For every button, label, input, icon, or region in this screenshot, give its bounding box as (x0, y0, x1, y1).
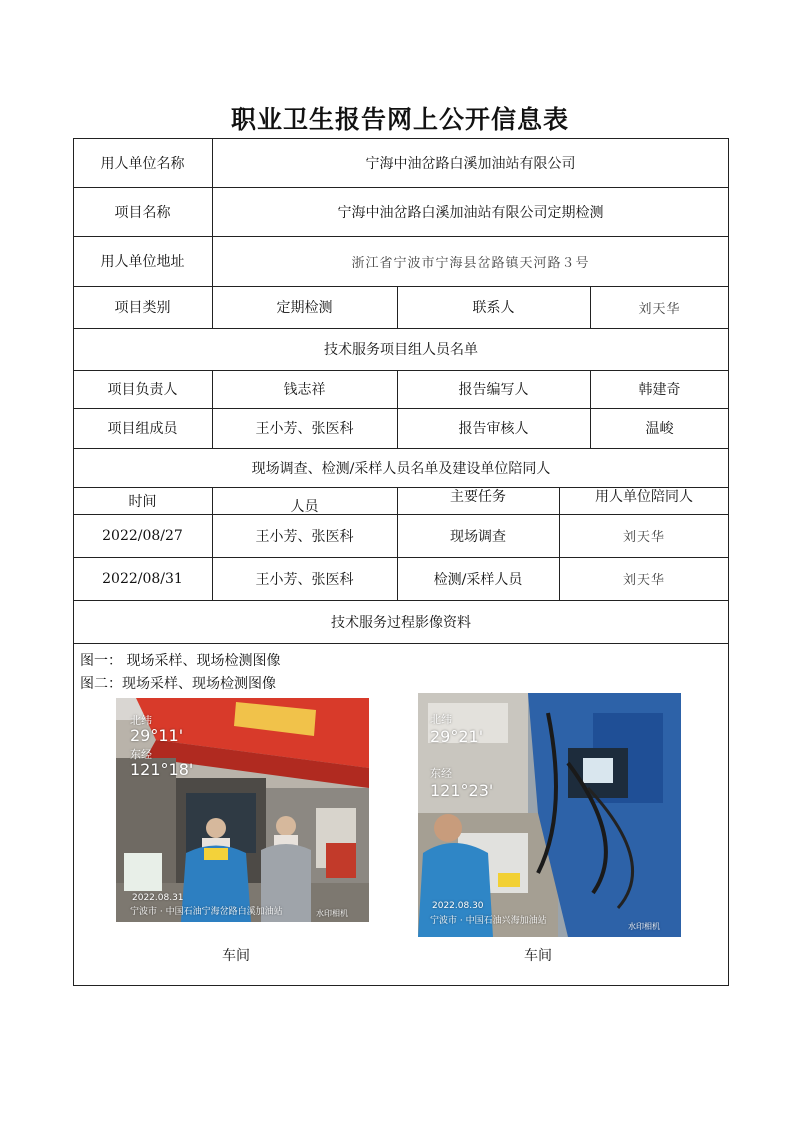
row-divider (73, 643, 729, 644)
members-label: 项目组成员 (107, 421, 178, 437)
category-label: 项目类别 (114, 300, 171, 316)
photo2-lat: 29°21' (430, 727, 484, 746)
photo1-date: 2022.08.31 (132, 893, 184, 903)
reviewer-value: 温峻 (645, 421, 674, 437)
col-task-header: 主要任务 (450, 488, 506, 505)
category-value: 定期检测 (276, 300, 333, 316)
survey-task: 检测/采样人员 (433, 571, 523, 588)
writer-label: 报告编写人 (458, 382, 529, 398)
photo2-lon: 121°23' (430, 781, 494, 800)
photo1-caption: 车间 (222, 948, 250, 964)
survey-people: 王小芳、张医科 (255, 528, 354, 545)
photo2-date: 2022.08.30 (432, 901, 484, 911)
project-name-label: 项目名称 (114, 204, 171, 221)
reviewer-label: 报告审核人 (458, 421, 529, 437)
photo2-caption: 车间 (524, 948, 552, 964)
photo1-watermark: 水印相机 (316, 909, 348, 918)
survey-task: 现场调查 (450, 528, 506, 545)
photo2-place: 宁波市 · 中国石油兴海加油站 (430, 916, 547, 926)
photo2-watermark: 水印相机 (628, 922, 660, 931)
writer-value: 韩建奇 (638, 382, 681, 398)
project-name-value: 宁海中油岔路白溪加油站有限公司定期检测 (337, 204, 604, 221)
survey-escort: 刘天华 (622, 530, 665, 545)
address-value: 浙江省宁波市宁海县岔路镇天河路３号 (351, 255, 590, 271)
site-photo-2 (418, 693, 681, 937)
page-title: 职业卫生报告网上公开信息表 (230, 105, 569, 134)
photo2-lat-label: 北纬 (430, 713, 452, 726)
photo1-lat-label: 北纬 (130, 714, 152, 727)
col-people-header: 人员 (290, 498, 319, 515)
leader-label: 项目负责人 (107, 382, 178, 398)
employer-name-value: 宁海中油岔路白溪加油站有限公司 (365, 155, 576, 172)
col-escort-header: 用人单位陪同人 (595, 488, 693, 505)
employer-name-label: 用人单位名称 (100, 155, 185, 172)
survey-escort: 刘天华 (622, 573, 665, 588)
photo1-lat: 29°11' (130, 726, 184, 745)
photo2-lon-label: 东经 (430, 767, 452, 780)
photo1-lon-label: 东经 (130, 748, 152, 761)
survey-date: 2022/08/27 (102, 527, 183, 544)
contact-label: 联系人 (472, 300, 515, 316)
media-header: 技术服务过程影像资料 (331, 614, 471, 631)
figure1-caption: 图一： 现场采样、现场检测图像 (80, 653, 281, 669)
col-time-header: 时间 (128, 493, 157, 510)
team-header: 技术服务项目组人员名单 (324, 342, 478, 358)
address-label: 用人单位地址 (100, 254, 185, 270)
photo1-lon: 121°18' (130, 760, 194, 779)
site-photo-1 (116, 698, 369, 922)
leader-value: 钱志祥 (283, 382, 326, 398)
figure2-caption: 图二：现场采样、现场检测图像 (80, 676, 276, 692)
contact-value: 刘天华 (638, 301, 681, 317)
survey-people: 王小芳、张医科 (255, 571, 354, 588)
members-value: 王小芳、张医科 (255, 421, 354, 437)
survey-date: 2022/08/31 (102, 570, 183, 587)
photo1-place: 宁波市 · 中国石油宁海岔路白溪加油站 (130, 907, 283, 917)
survey-header: 现场调查、检测/采样人员名单及建设单位陪同人 (251, 460, 551, 477)
